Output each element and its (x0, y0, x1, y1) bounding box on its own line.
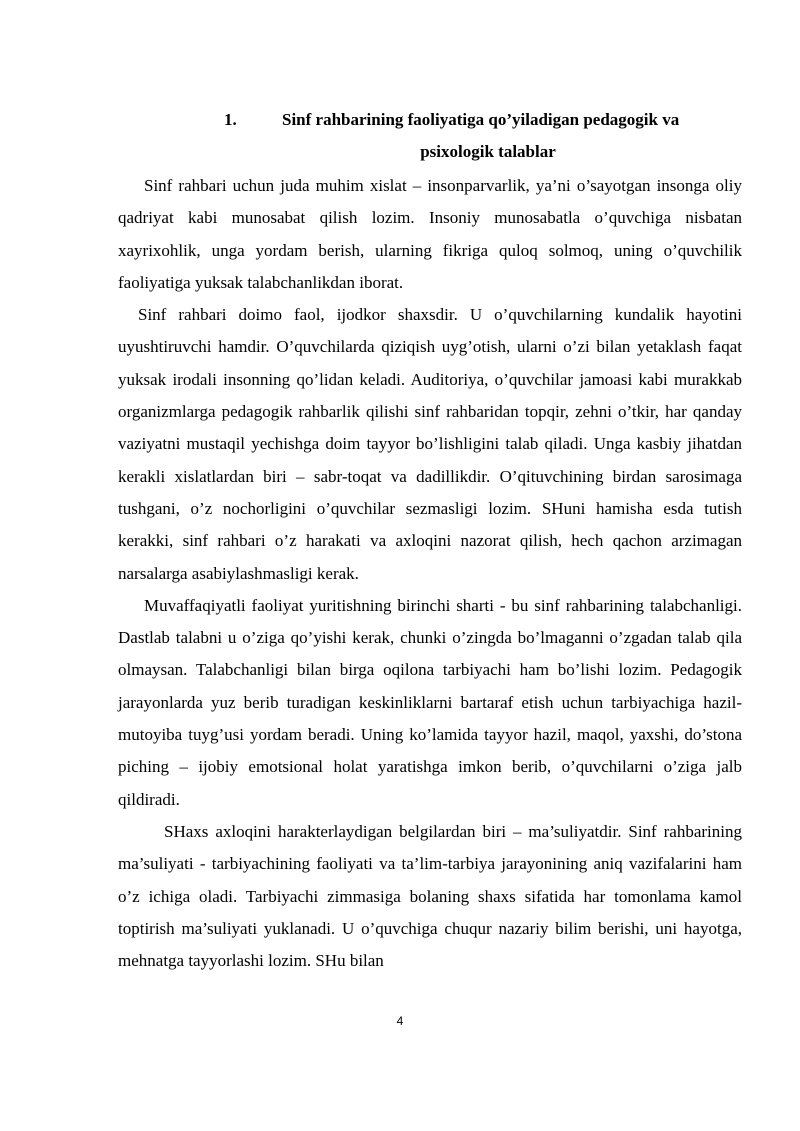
paragraph-1: Sinf rahbari uchun juda muhim xislat – insonparvarlik, ya’ni o’sayotgan insonga oliy qadriyat kabi munosabat qilish lozim. Insoniy munosabatla o’quvchiga nisbatan xayrixohlik, unga yordam berish, ularning fikriga quloq solmoq, uning o’quvchilik faoliyatiga yuksak talabchanlikdan iborat. (118, 176, 742, 292)
section-heading (224, 104, 744, 136)
section-number: 1. (224, 110, 237, 129)
paragraph-4: SHaxs axloqini harakterlaydigan belgilardan biri – ma’suliyatdir. Sinf rahbarining ma’suliyati - tarbiyachining faoliyati va ta’lim-tarbiya jarayonining aniq vazifalarini ham o’z ichiga oladi. Tarbiyachi zimmasiga bolaning shaxs sifatida har tomonlama kamol toptirish ma’suliyati yuklanadi. U o’quvchiga chuqur nazariy bilim berishi, uni hayotga, mehnatga tayyorlashi lozim. SHu bilan (118, 821, 742, 971)
paragraph-3: Muvaffaqiyatli faoliyat yuritishning birinchi sharti - bu sinf rahbarining talabchanligi. Dastlab talabni u o’ziga qo’yishi kerak, chunki o’zingda bo’lmaganni o’zgadan talab qila olmaysan. Talabchanligi bilan birga oqilona tarbiyachi ham bo’lishi lozim. Pedagogik jarayonlarda yuz berib turadigan keskinliklarni bartaraf etish uchun tarbiyachiga hazil-mutoyiba tuyg’usi yordam beradi. Uning ko’lamida tayyor hazil, maqol, yaxshi, do’stona piching – ijobiy emotsional holat yaratishga imkon berib, o’quvchilarni o’ziga jalb qildiradi. (118, 595, 742, 809)
paragraph-2: Sinf rahbari doimo faol, ijodkor shaxsdir. U o’quvchilarning kundalik hayotini uyushtiruvchi hamdir. O’quvchilarda qiziqish uyg’otish, ularni o’zi bilan yetaklash faqat yuksak irodali insonning qo’lidan keladi. Auditoriya, o’quvchilar jamoasi kabi murakkab organizmlarga pedagogik rahbarlik qilishi sinf rahbaridan topqir, zehni o’tkir, har qanday vaziyatni mustaqil yechishga doim tayyor bo’lishligini talab qiladi. Unga kasbiy jihatdan kerakli xislatlardan biri – sabr-toqat va dadillikdir. O’qituvchining birdan sarosimaga tushgani, o’z nochorligini o’quvchilar sezmasligi lozim. SHuni hamisha esda tutish kerakki, sinf rahbari o’z harakati va axloqini nazorat qilish, hech qachon arzimagan narsalarga asabiylashmasligi kerak. (118, 305, 742, 583)
body-text (118, 170, 742, 977)
section-title-line2: psixologik talablar (420, 142, 556, 161)
page-number: 4 (396, 1014, 404, 1028)
section-title-line1: Sinf rahbarining faoliyatiga qo’yiladigan pedagogik va (282, 110, 680, 129)
